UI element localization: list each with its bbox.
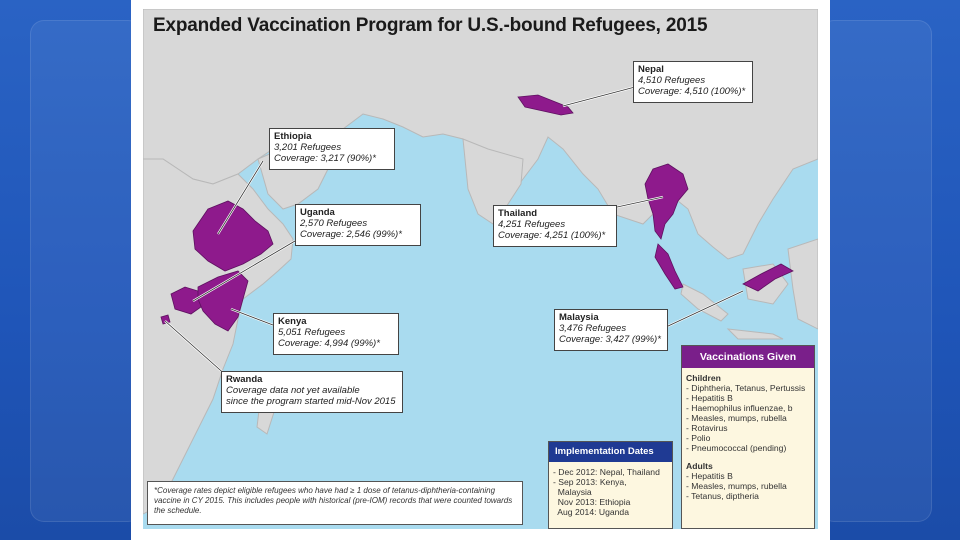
children-item: - Rotavirus [686,423,728,433]
implementation-item: Malaysia [553,487,592,497]
callout-coverage: Coverage: 3,427 (99%)* [559,334,661,345]
callout-coverage: Coverage: 4,251 (100%)* [498,230,606,241]
implementation-item: Aug 2014: Uganda [553,507,629,517]
callout-nepal [633,61,753,103]
callout-coverage: Coverage: 4,510 (100%)* [638,86,746,97]
landmass-east-islands [788,239,818,329]
callout-refugees: 3,201 Refugees [274,142,342,153]
map-title: Expanded Vaccination Program for U.S.-bound Refugees, 2015 [153,15,708,36]
adults-item: - Hepatitis B [686,471,733,481]
callout-name: Thailand [498,208,538,219]
vaccinations-panel [681,345,815,529]
right-decorative-panel [820,20,932,522]
implementation-item: - Dec 2012: Nepal, Thailand [553,467,660,477]
callout-malaysia [554,309,668,351]
children-item: - Haemophilus influenzae, b [686,403,793,413]
callout-thailand [493,205,617,247]
children-item: - Measles, mumps, rubella [686,413,787,423]
country-malaysia-peninsula [655,244,683,289]
callout-name: Rwanda [226,374,263,385]
callout-line-2: since the program started mid-Nov 2015 [226,396,396,407]
implementation-item: - Sep 2013: Kenya, [553,477,627,487]
landmass-java [728,329,783,339]
children-item: - Polio [686,433,711,443]
callout-coverage: Coverage: 3,217 (90%)* [274,153,376,164]
callout-coverage: Coverage: 2,546 (99%)* [300,229,402,240]
callout-refugees: 5,051 Refugees [278,327,346,338]
callout-ethiopia [269,128,395,170]
children-item: - Diphtheria, Tetanus, Pertussis [686,383,806,393]
adults-item: - Measles, mumps, rubella [686,481,787,491]
adults-label: Adults [686,461,713,471]
children-item: - Hepatitis B [686,393,733,403]
callout-name: Kenya [278,316,307,327]
adults-item: - Tetanus, diptheria [686,491,759,501]
implementation-item: Nov 2013: Ethiopia [553,497,631,507]
callout-kenya [273,313,399,355]
callout-line-1: Coverage data not yet available [226,385,360,396]
implementation-panel [548,441,673,529]
callout-refugees: 4,251 Refugees [498,219,566,230]
implementation-header: Implementation Dates [549,442,672,462]
callout-refugees: 4,510 Refugees [638,75,706,86]
slide [131,0,830,540]
footnote: *Coverage rates depict eligible refugees who have had ≥ 1 dose of tetanus-diphtheria-containing vaccine in CY 2015. This includes people with historical (pre-IOM) records that were counted towards the schedule. [147,481,523,525]
callout-name: Ethiopia [274,131,312,142]
callout-refugees: 2,570 Refugees [300,218,368,229]
callout-rwanda [221,371,403,413]
callout-name: Nepal [638,64,664,75]
map [143,9,818,529]
callout-refugees: 3,476 Refugees [559,323,627,334]
callout-uganda [295,204,421,246]
callout-coverage: Coverage: 4,994 (99%)* [278,338,380,349]
left-decorative-panel [30,20,142,522]
children-item: - Pneumococcal (pending) [686,443,787,453]
callout-name: Uganda [300,207,335,218]
callout-name: Malaysia [559,312,599,323]
vaccinations-header: Vaccinations Given [682,346,814,368]
children-label: Children [686,373,721,383]
